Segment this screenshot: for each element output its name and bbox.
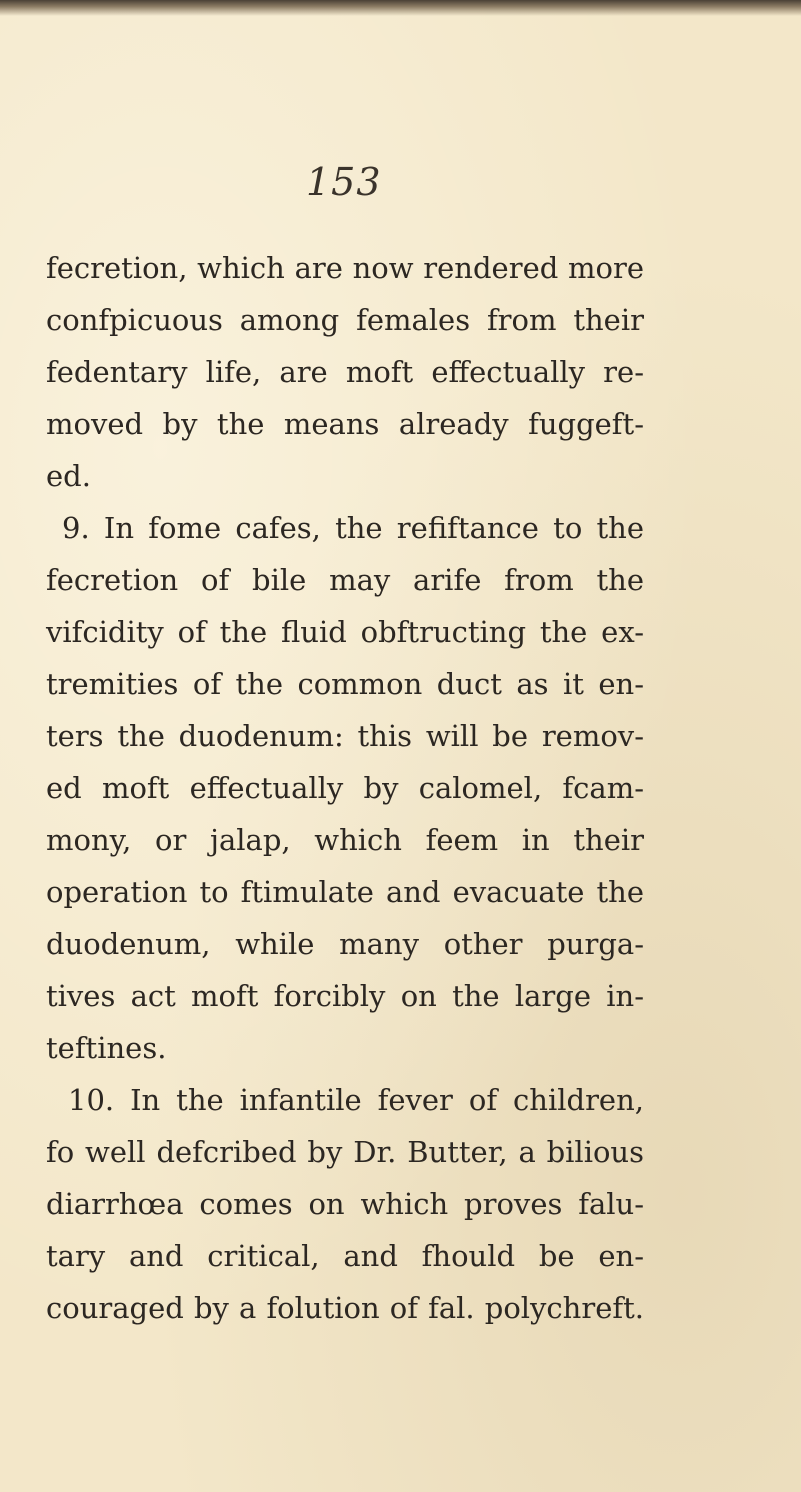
text-line: ed moft effectually by calomel, fcam- — [46, 771, 644, 805]
text-line: operation to ftimulate and evacuate the — [46, 875, 644, 909]
text-line: ters the duodenum: this will be remov- — [46, 719, 644, 753]
text-line: fecretion of bile may arife from the — [46, 563, 644, 597]
text-line: fecretion, which are now rendered more — [46, 251, 644, 285]
paragraph-10-start: 10. In the infantile fever of children, — [68, 1083, 644, 1117]
text-line: tary and critical, and fhould be en- — [46, 1239, 644, 1273]
body-text — [46, 242, 646, 1334]
text-line: couraged by a folution of fal. polychreft. — [46, 1291, 644, 1325]
text-line: tremities of the common duct as it en- — [46, 667, 644, 701]
text-line: diarrhœa comes on which proves falu- — [46, 1187, 644, 1221]
text-line: confpicuous among females from their — [46, 303, 644, 337]
text-line: moved by the means already fuggeft- — [46, 407, 644, 441]
text-line: tives act moft forcibly on the large in- — [46, 979, 644, 1013]
page-number: 153 — [306, 160, 382, 204]
text-line: duodenum, while many other purga- — [46, 927, 644, 961]
text-line: fedentary life, are moft effectually re- — [46, 355, 644, 389]
text-line: fo well defcribed by Dr. Butter, a bilious — [46, 1135, 644, 1169]
text-line: mony, or jalap, which feem in their — [46, 823, 644, 857]
text-line: ed. — [46, 459, 91, 493]
paragraph-9-start: 9. In fome cafes, the refiftance to the — [62, 511, 644, 545]
page-top-edge — [0, 0, 801, 16]
text-line: teftines. — [46, 1031, 167, 1065]
text-line: vifcidity of the fluid obftructing the ex- — [46, 615, 644, 649]
